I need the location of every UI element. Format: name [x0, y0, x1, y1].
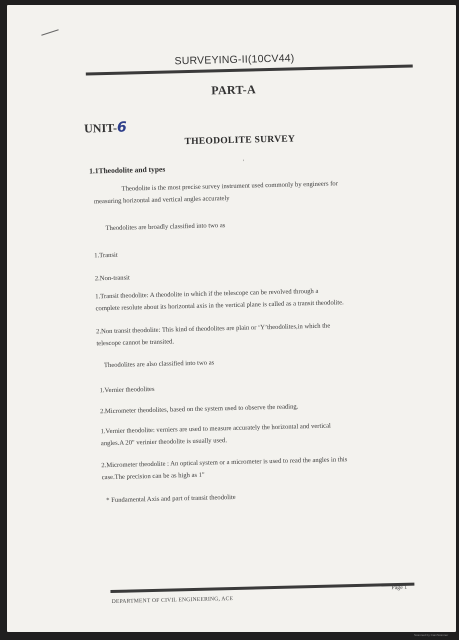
part-heading: PART-A	[211, 82, 257, 98]
paragraph-definition: Theodolite is the most precise survey instrument used commonly by engineers for measuring horizontal and vertical angles accurately	[93, 180, 338, 206]
footer-department: DEPARTMENT OF CIVIL ENGINEERING, ACE	[111, 596, 234, 606]
list-item-vernier: 1.Vernier theodolites	[99, 385, 155, 395]
paragraph-fundamental-axis: * Fundamental Axis and part of transit theodolite	[106, 493, 236, 505]
paragraph-micrometer-definition: 2.Micrometer theodolite : An optical system or a micrometer is used to read the angles in this case.The precision can be as high as 1"	[101, 456, 348, 482]
pencil-tick: ′	[242, 159, 245, 166]
subheading: 1.1Theodolite and types	[89, 164, 166, 176]
section-title: THEODOLITE SURVEY	[184, 134, 296, 148]
list-item-non-transit: 2.Non-transit	[94, 274, 130, 283]
paragraph-also-classified: Theodolites are also classified into two as	[103, 359, 215, 370]
paragraph-transit-definition: 1.Transit theodolite: A theodolite in which if the telescope can be revolved through a complete resolute about its horizontal axis in the vertical plane is called as a transit theodolite.	[95, 287, 344, 313]
paragraph-vernier-definition: 1.Vernier theodolite: verniers are used to measure accurately the horizontal and vertical angles.A 20" verinier theodolite is usually used.	[100, 422, 331, 448]
paragraph-non-transit-definition: 2.Non transit theodolite: This kind of theodolites are plain or ‘Y’theodolites,in which the telescope cannot be transited.	[96, 322, 331, 348]
course-header: SURVEYING-II(10CV44)	[174, 52, 295, 68]
list-item-transit: 1.Transit	[94, 251, 118, 260]
unit-heading	[84, 120, 127, 137]
list-item-micrometer: 2.Micrometer theodolites, based on the system used to observe the reading.	[99, 403, 299, 416]
unit-label: UNIT-	[83, 120, 118, 136]
header-rule	[86, 65, 413, 76]
page-number: Page 1	[391, 584, 408, 592]
scan-credit: Scanned by CamScanner	[414, 633, 449, 637]
page-content	[7, 5, 456, 632]
footer-rule	[110, 583, 414, 593]
paragraph-classification: Theodolites are broadly classified into two as	[105, 222, 226, 233]
unit-number: 6	[116, 119, 127, 136]
document-page	[7, 5, 456, 632]
